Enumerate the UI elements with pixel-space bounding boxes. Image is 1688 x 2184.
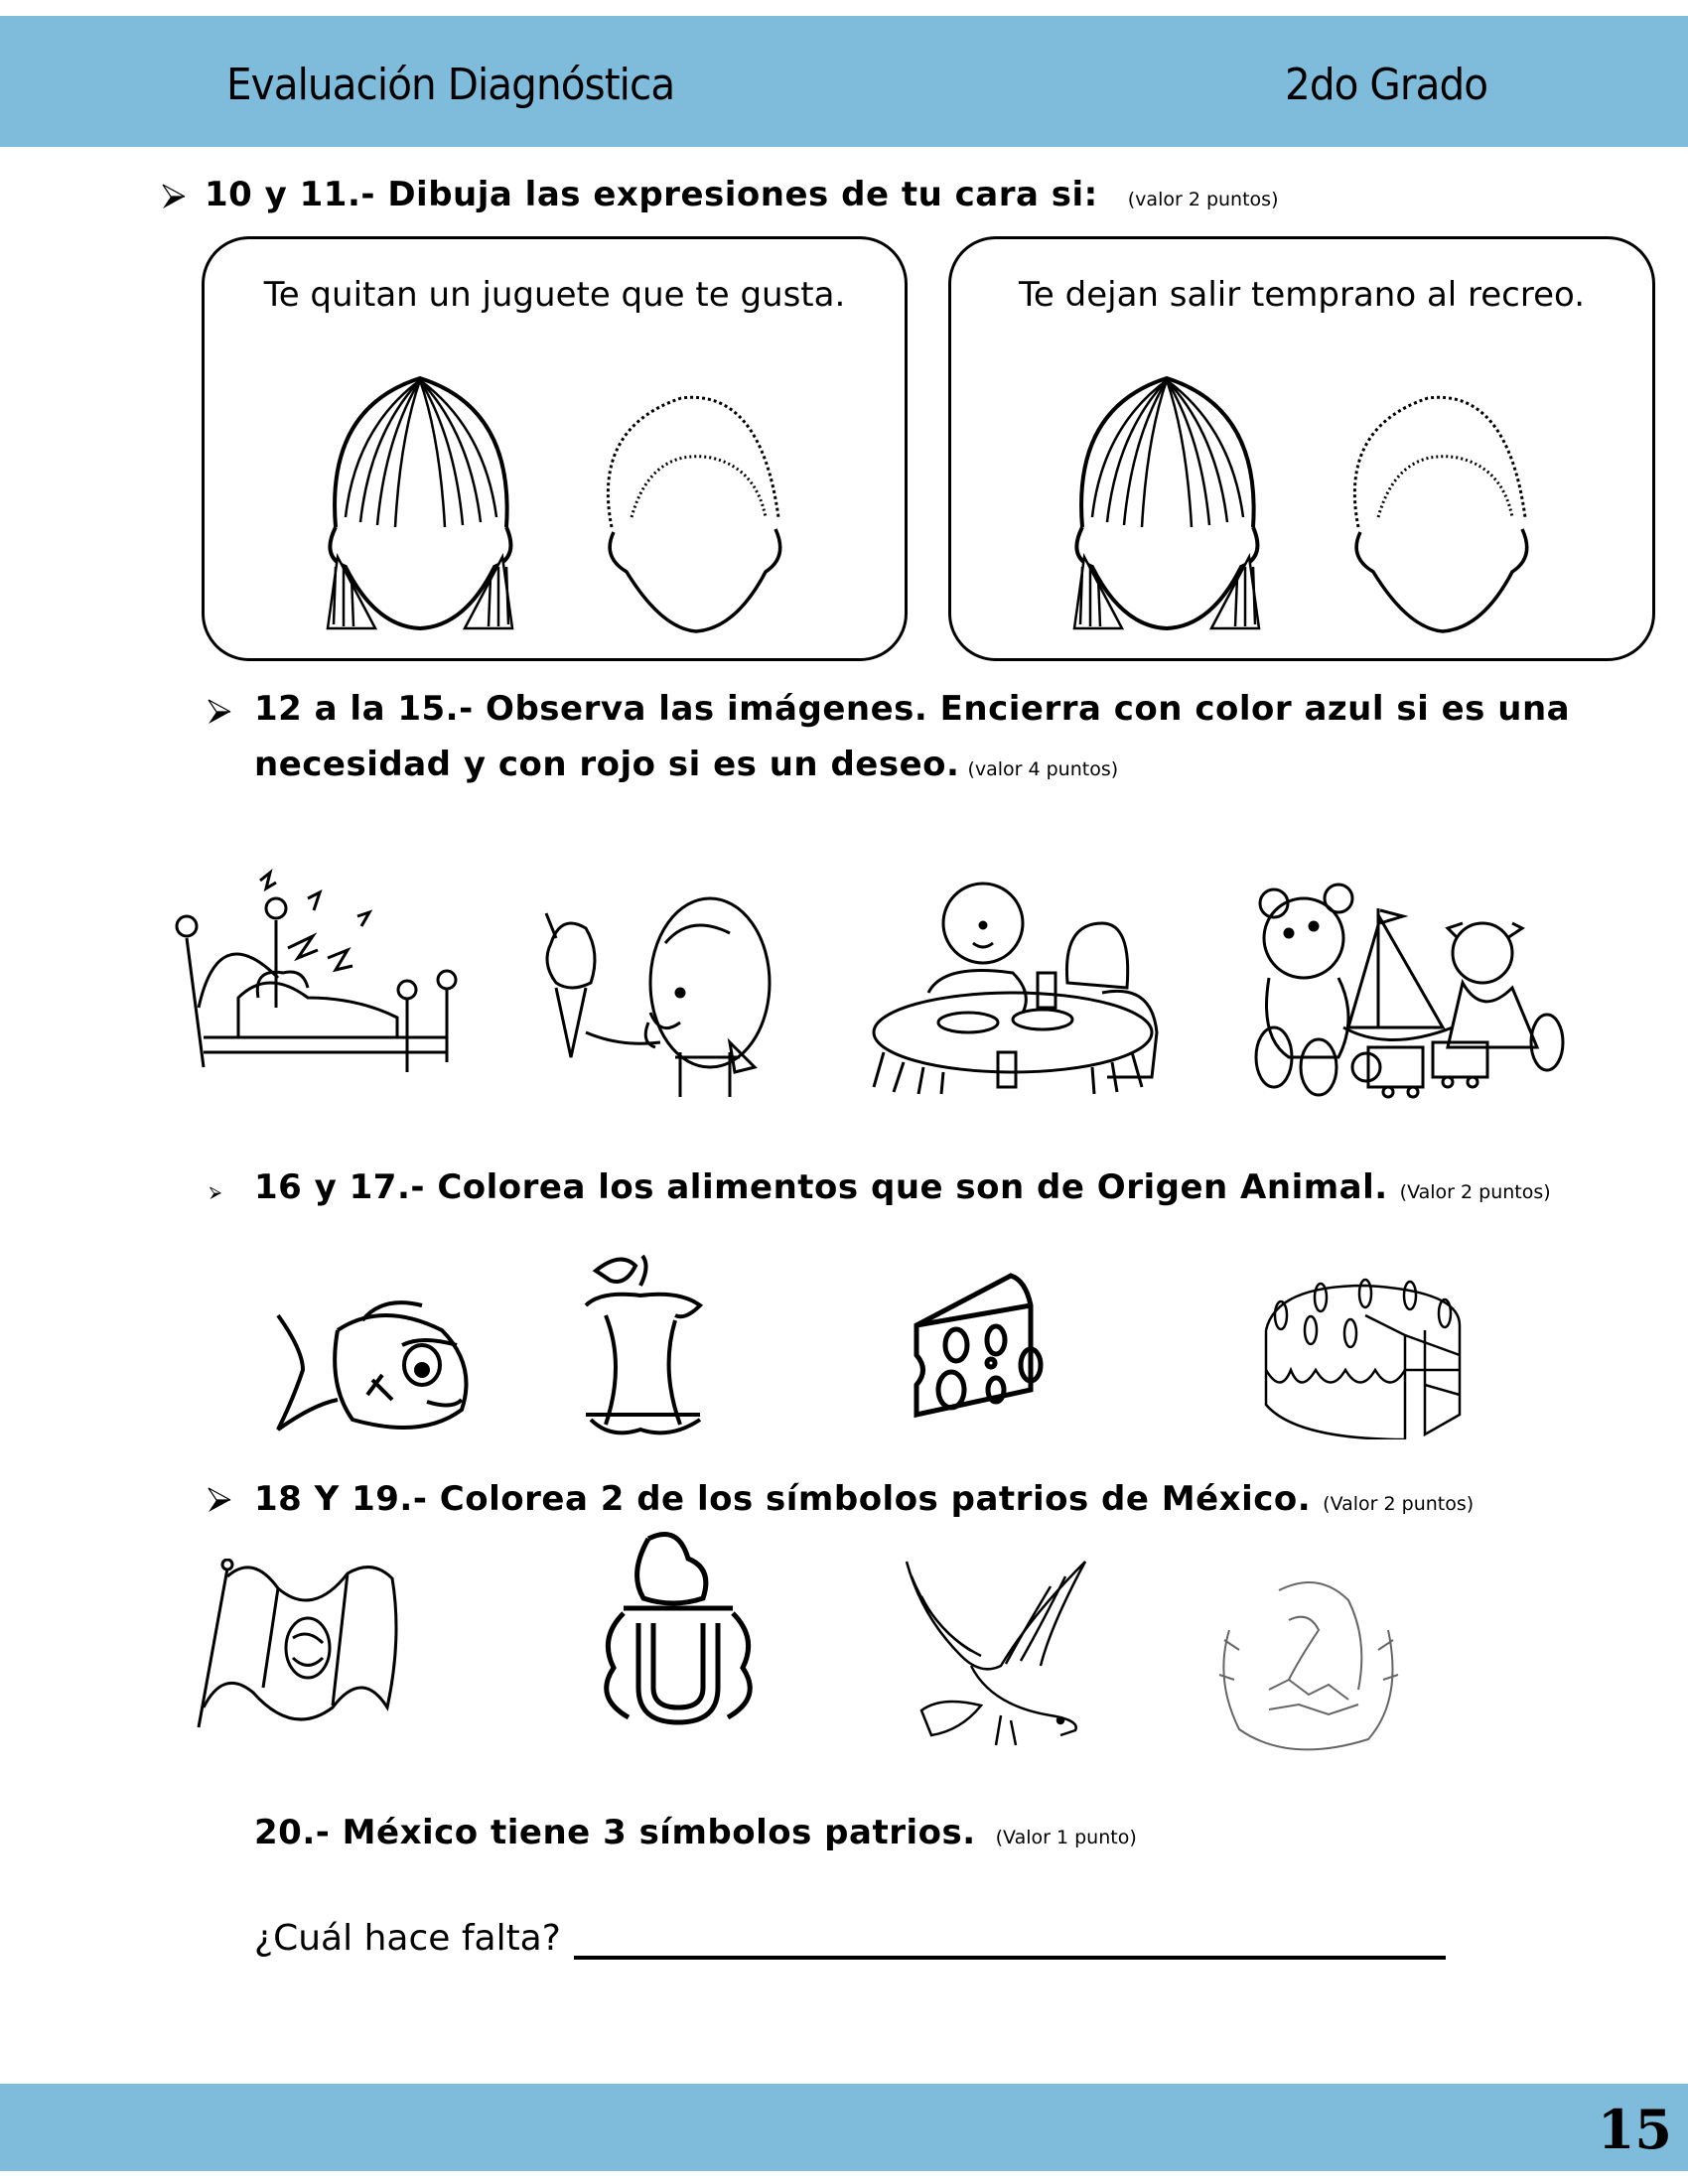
girl-face-icon: [328, 378, 512, 628]
boy-face-icon: [608, 397, 779, 631]
heraldic-shield-image[interactable]: [594, 1529, 763, 1747]
question-text: 20.- México tiene 3 símbolos patrios.: [254, 1813, 976, 1852]
question-text: 10 y 11.- Dibuja las expresiones de tu cara si:: [205, 175, 1098, 214]
toys-teddy-bear-boat-doll-train-image[interactable]: [1249, 869, 1567, 1102]
arrow-bullet-icon: [207, 1486, 232, 1514]
question-12-15-line2: [254, 745, 1118, 784]
points-label: (Valor 2 puntos): [1399, 1181, 1551, 1203]
arrow-bullet-icon: [161, 183, 187, 210]
box-caption: Te dejan salir temprano al recreo.: [1018, 275, 1586, 315]
grade-label: 2do Grado: [1285, 60, 1488, 110]
question-18-19: [254, 1479, 1474, 1519]
girl-face-icon: [1074, 378, 1259, 628]
question-20: [254, 1813, 1137, 1852]
blank-faces-image: [951, 368, 1651, 656]
face-drawing-box-2[interactable]: [948, 236, 1655, 661]
boy-face-icon: [1354, 397, 1526, 631]
eagle-image[interactable]: [902, 1557, 1100, 1750]
q20-prompt: ¿Cuál hace falta?: [254, 1918, 561, 1959]
cheese-wedge-image[interactable]: [912, 1271, 1070, 1420]
mexican-flag-image[interactable]: [194, 1559, 492, 1732]
points-label: (valor 4 puntos): [967, 758, 1119, 780]
mexican-coat-of-arms-image[interactable]: [1209, 1570, 1408, 1759]
points-label: (Valor 2 puntos): [1323, 1493, 1475, 1515]
points-label: (valor 2 puntos): [1127, 189, 1279, 210]
document-title: Evaluación Diagnóstica: [226, 60, 675, 110]
child-sleeping-in-bed-image[interactable]: [159, 859, 467, 1082]
children-eating-at-table-image[interactable]: [864, 864, 1182, 1097]
footer-band: [0, 2084, 1688, 2171]
cake-with-strawberries-image[interactable]: [1256, 1276, 1470, 1439]
box-caption: Te quitan un juguete que te gusta.: [263, 275, 846, 315]
question-text: 18 Y 19.- Colorea 2 de los símbolos patrios de México.: [254, 1479, 1312, 1519]
arrow-bullet-icon: [207, 698, 232, 726]
face-drawing-box-1[interactable]: [202, 236, 908, 661]
question-16-17: [254, 1167, 1551, 1207]
question-10-11: [205, 175, 1278, 214]
page-number: 15: [1597, 2098, 1672, 2161]
header-band: [0, 16, 1688, 147]
points-label: (Valor 1 punto): [995, 1827, 1137, 1848]
question-text: 16 y 17.- Colorea los alimentos que son de Origen Animal.: [254, 1167, 1388, 1207]
fish-image[interactable]: [273, 1291, 487, 1439]
question-text: necesidad y con rojo si es un deseo.: [254, 745, 960, 784]
arrow-bullet-icon: [209, 1186, 222, 1200]
girl-licking-ice-cream-image[interactable]: [531, 874, 779, 1102]
blank-faces-image: [205, 368, 905, 656]
question-12-15-line1: 12 a la 15.- Observa las imágenes. Encierra con color azul si es una: [254, 689, 1571, 729]
answer-line-input[interactable]: [574, 1956, 1446, 1960]
apple-core-image[interactable]: [581, 1246, 750, 1439]
